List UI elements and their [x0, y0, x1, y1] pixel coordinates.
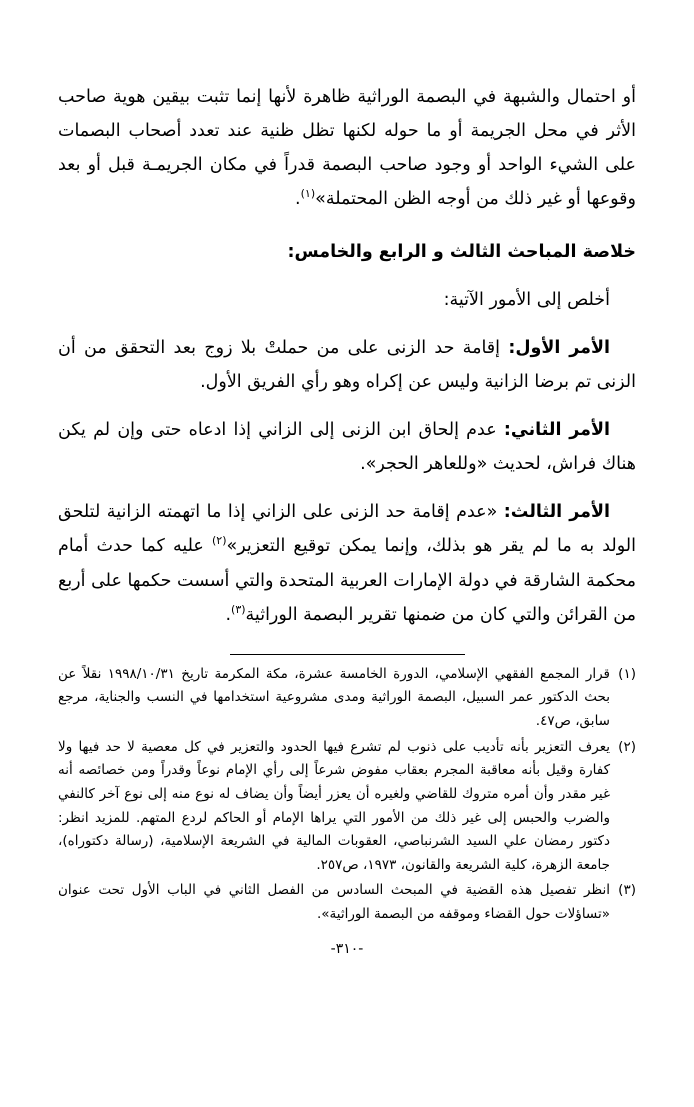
item-first	[58, 331, 636, 399]
item-third	[58, 495, 636, 632]
footnote-text-3: انظر تفصيل هذه القضية في المبحث السادس من الفصل الثاني في الباب الأول تحت عنوان «تساؤلات حول القضاء وموقفه من البصمة الوراثية».	[58, 882, 610, 922]
footnotes-block	[58, 663, 636, 927]
item-first-text: إقامة حد الزنى على من حملتْ بلا زوج بعد التحقق من أن الزنى تم برضا الزانية وليس عن إكراه وهو رأي الفريق الأول.	[58, 337, 636, 392]
section-heading: خلاصة المباحث الثالث و الرابع والخامس:	[287, 241, 636, 262]
footnote-item-2	[58, 736, 636, 878]
item-third-trailing: .	[225, 604, 232, 625]
item-first-label: الأمر الأول:	[508, 337, 610, 358]
item-third-text-after: عليه كما حدث أمام محكمة الشارقة في دولة الإمارات العربية المتحدة والتي أسست حكمها على أربع من القرائن والتي كان من ضمنها تقرير البصمة الوراثية	[58, 536, 636, 625]
footnote-item-3	[58, 879, 636, 926]
paragraph-opening-text: أو احتمال والشبهة في البصمة الوراثية ظاهرة لأنها إنما تثبت بيقين هوية صاحب الأثر في محل الجريمة أو ما حوله لكنها تظل ظنية عند تعدد أصحاب البصمات على الشيء الواحد أو وجود صاحب البصمة قدراً في مكان الجريمـة قبل أو بعد وقوعها أو غير ذلك من أوجه الظن المحتملة»	[58, 87, 636, 210]
page-number: -٣١٠-	[330, 940, 364, 957]
footnote-marker-1: (١)	[618, 665, 636, 682]
footnote-ref-1: (١)	[300, 187, 316, 201]
footnote-ref-2: (٢)	[212, 534, 227, 548]
footnote-text-2: يعرف التعزير بأنه تأديب على ذنوب لم تشرع فيها الحدود والتعزير في كل معصية لا حد فيها ولا كفارة وقيل بأنه معاقبة المجرم بعقاب مفوض شرعاً إلى رأي الإمام نوعاً وقدراً ومن خصائصه أنه غير مقدر وأن أمره متروك للقاضي ولغيره أن يعزر أيضاً وأن يضاف له نوع منه إلى نوع آخر كالنفي والضرب والحبس إلى غير ذلك من الأمور التي يراها الإمام أو الحاكم لردع المتهم. للمزيد انظر: دكتور رمضان علي السيد الشرنباصي، العقوبات المالية في الشريعة الإسلامية، (رسالة دكتوراه)، جامعة الزهرة، كلية الشريعة والقانون، ١٩٧٣، ص٢٥٧.	[58, 738, 610, 873]
item-third-text-before: «عدم إقامة حد الزنى على الزاني إذا ما اتهمته الزانية لتلحق الولد به ما لم يقر هو بذلك، وإنما يمكن توقيع التعزير»	[58, 502, 636, 557]
item-third-label: الأمر الثالث:	[503, 502, 610, 523]
footnote-ref-3: (٣)	[231, 602, 246, 616]
paragraph-opening	[58, 80, 636, 217]
body-text-block	[58, 80, 636, 632]
footnote-item-1	[58, 663, 636, 734]
footnote-marker-3: (٣)	[618, 882, 636, 899]
item-second	[58, 413, 636, 481]
footnote-text-1: قرار المجمع الفقهي الإسلامي، الدورة الخامسة عشرة، مكة المكرمة تاريخ ١٩٩٨/١٠/٣١ نقلاً عن بحث الدكتور عمر السبيل، البصمة الوراثية ومدى مشروعية استخدامها في النسب والجناية، مرجع سابق، ص٤٧.	[58, 665, 610, 729]
intro-line: أخلص إلى الأمور الآتية:	[443, 289, 610, 310]
paragraph-opening-trailing: .	[295, 189, 301, 210]
footnote-marker-2: (٢)	[618, 738, 636, 755]
footnote-separator	[230, 654, 465, 655]
item-second-label: الأمر الثاني:	[503, 420, 610, 440]
item-second-text: عدم إلحاق ابن الزنى إلى الزاني إذا ادعاه حتى وإن لم يكن هناك فراش، لحديث «وللعاهر الحجر».	[58, 420, 636, 475]
